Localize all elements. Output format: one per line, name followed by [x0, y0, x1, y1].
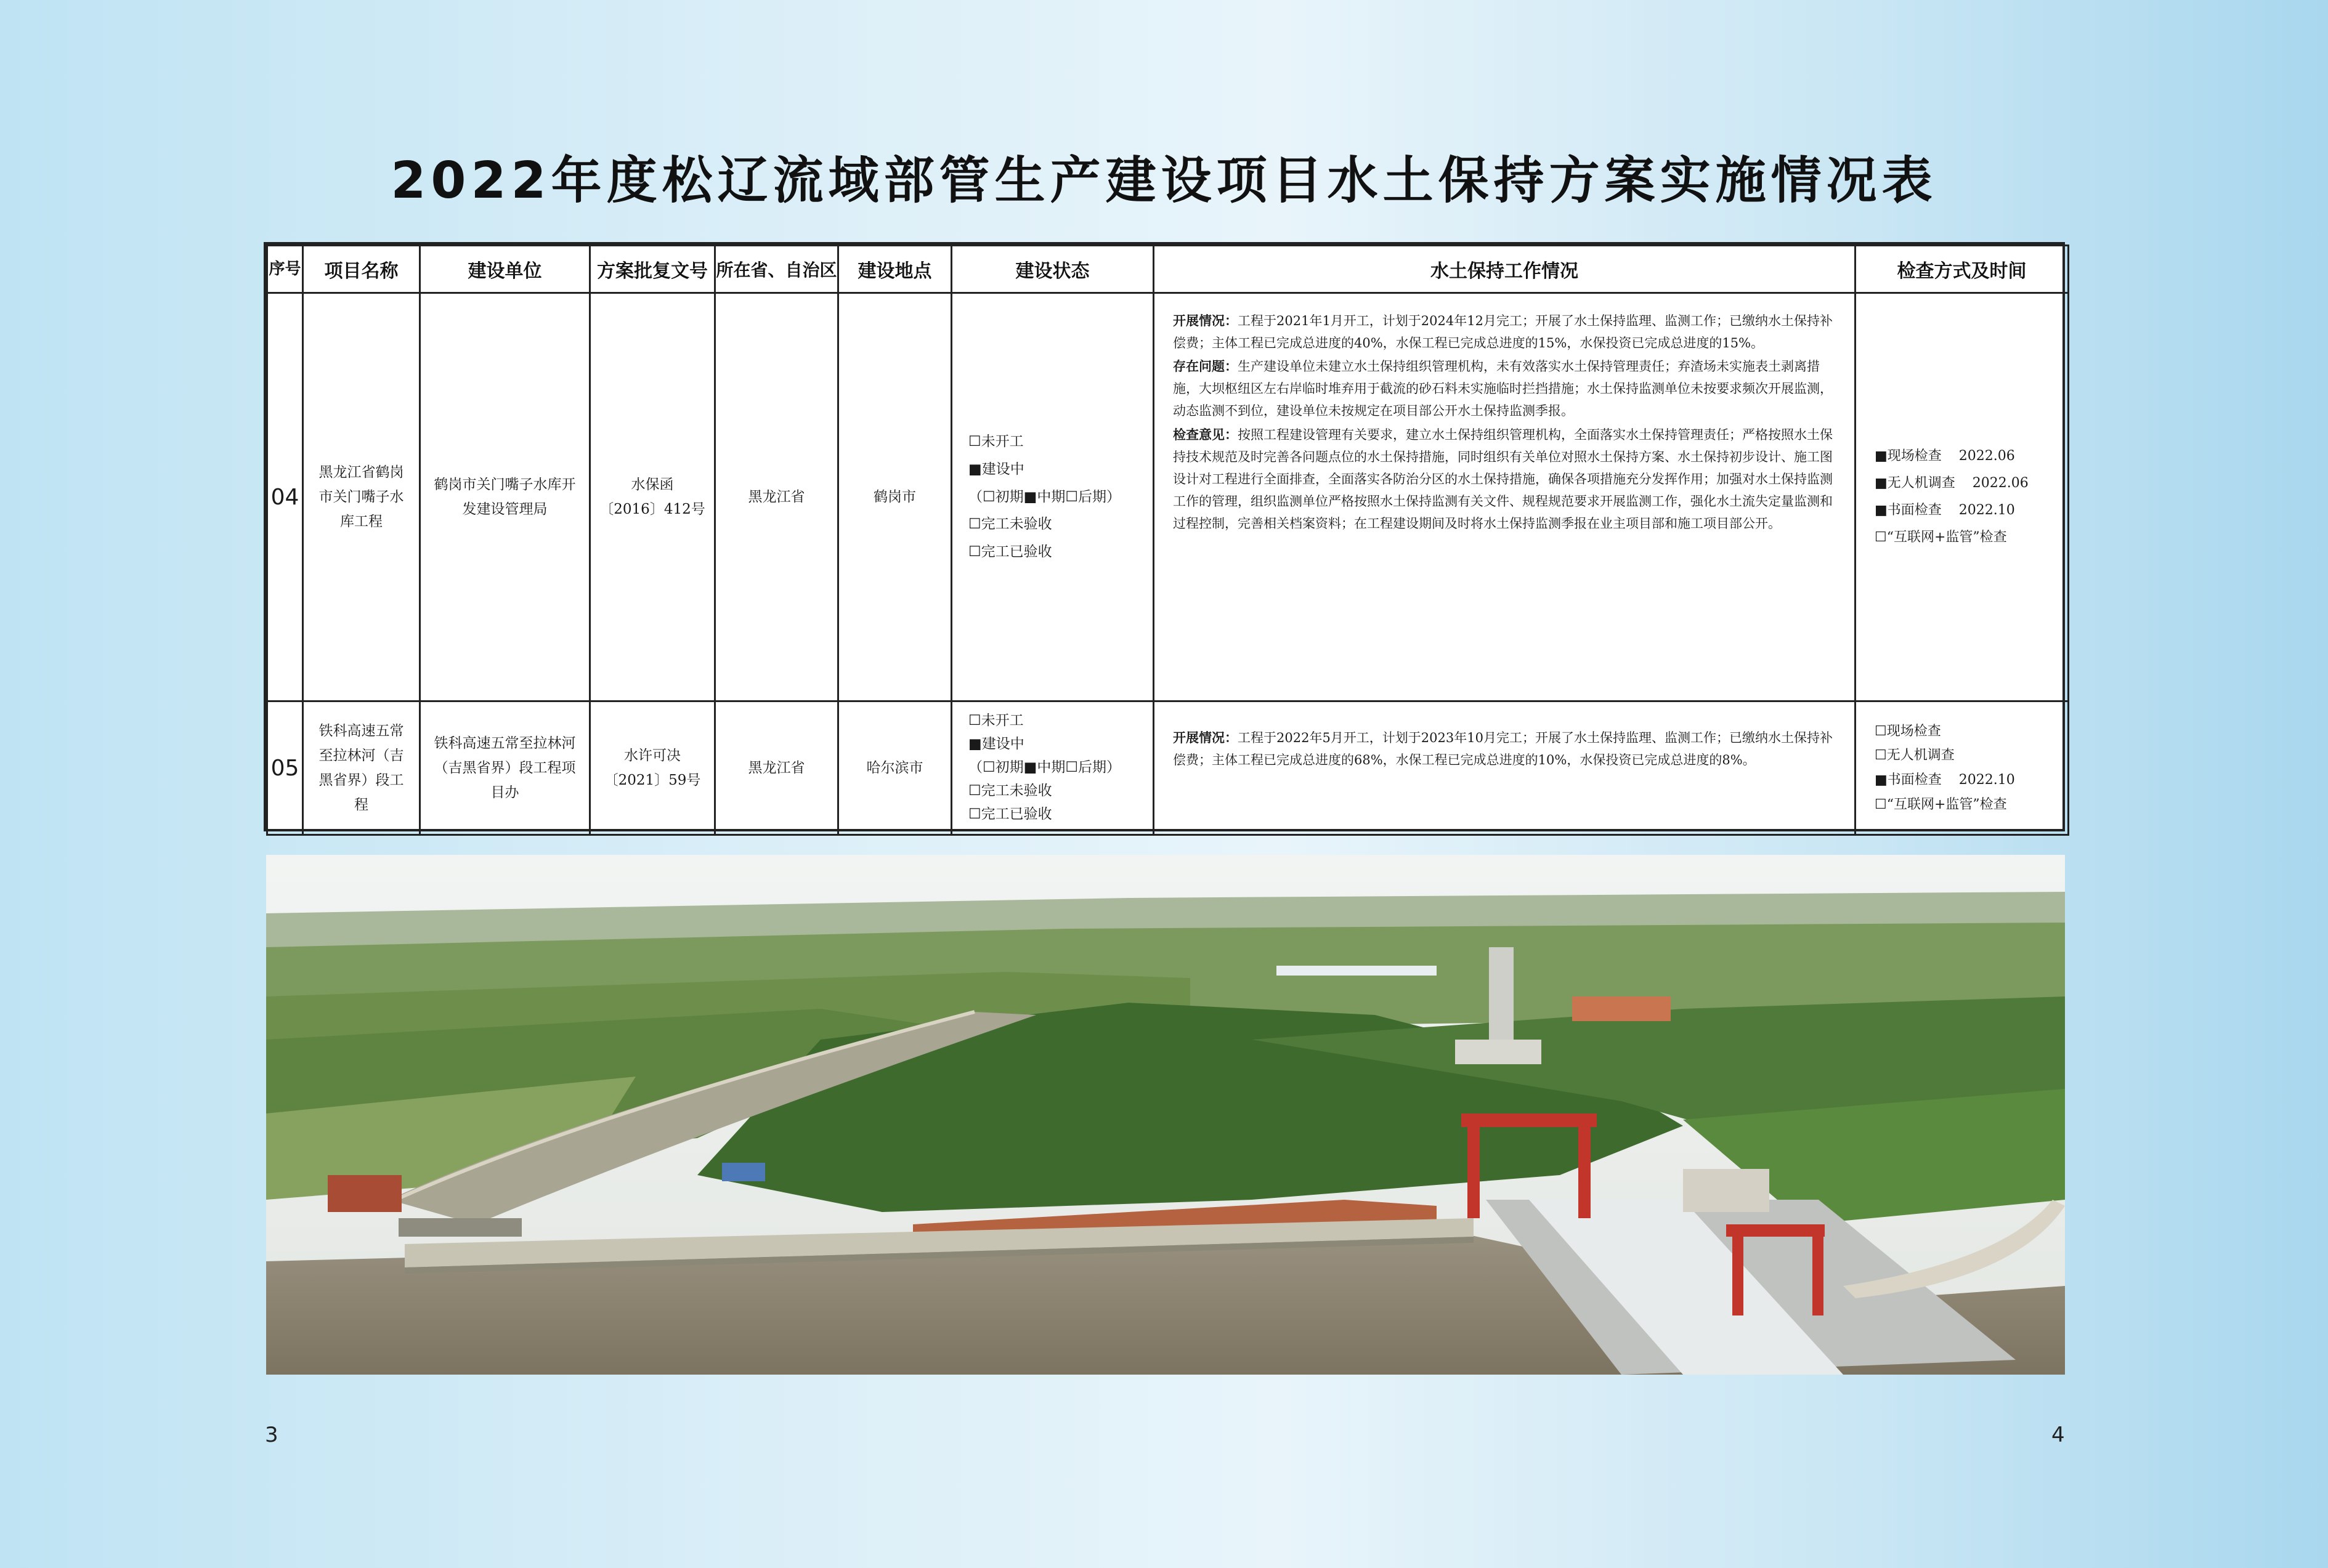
work-text: 生产建设单位未建立水土保持组织管理机构，未有效落实水土保持管理责任；弃渣场未实施表土剥离措施，大坝枢纽区左右岸临时堆弃用于截流的砂石料未实施临时拦挡措施；水土保持监测单位未按要求频次开展监测，动态监测不到位，建设单位未按规定在项目部公开水土保持监测季报。	[1173, 359, 1833, 419]
approval-prefix: 水许可决	[624, 747, 681, 764]
header-check: 检查方式及时间	[1856, 246, 2069, 293]
check-item: ☐“互联网+监管”检查	[1875, 796, 2007, 812]
header-unit: 建设单位	[420, 246, 590, 293]
status-option: ☐未开工	[968, 713, 1024, 729]
province: 黑龙江省	[715, 293, 838, 701]
page-number-left: 3	[265, 1423, 278, 1447]
check-item: ☐“互联网+监管”检查	[1875, 530, 2007, 545]
header-work: 水土保持工作情况	[1154, 246, 1856, 293]
check-item: ■书面检查 2022.10	[1875, 772, 2015, 788]
status-option: ■建设中	[968, 461, 1024, 477]
construction-unit: 铁科高速五常至拉林河（吉黑省界）段工程项目办	[420, 701, 590, 835]
table-row	[267, 293, 2069, 701]
table-row	[267, 701, 2069, 835]
header-status: 建设状态	[952, 246, 1154, 293]
status-option: ☐完工未验收	[968, 782, 1052, 799]
work-label: 开展情况：	[1173, 730, 1238, 745]
status-option: ☐完工未验收	[968, 516, 1052, 533]
location: 鹤岗市	[838, 293, 952, 701]
check-item: ☐现场检查	[1875, 723, 1941, 739]
approval-prefix: 水保函	[631, 476, 674, 493]
work-text: 工程于2021年1月开工，计划于2024年12月完工；开展了水土保持监理、监测工作；已缴纳水土保持补偿费；主体工程已完成总进度的40%，水保工程已完成总进度的15%，水保投资已完成总进度的15%。	[1173, 313, 1833, 351]
work-label: 开展情况：	[1173, 313, 1238, 328]
work-summary	[1154, 293, 1856, 701]
header-name: 项目名称	[303, 246, 420, 293]
page-number-right: 4	[2051, 1423, 2065, 1447]
work-label: 检查意见：	[1173, 426, 1238, 442]
status-option: （☐初期■中期☐后期）	[968, 759, 1121, 776]
approval-number	[590, 293, 715, 701]
row-index: 04	[267, 293, 303, 701]
work-summary	[1154, 701, 1856, 835]
approval-number	[590, 701, 715, 835]
work-label: 存在问题：	[1173, 358, 1238, 374]
status-option: ■建设中	[968, 736, 1024, 753]
page-title: 2022年度松辽流域部管生产建设项目水土保持方案实施情况表	[391, 152, 1937, 210]
reservoir-aerial-photo	[266, 855, 2065, 1375]
project-name: 黑龙江省鹤岗市关门嘴子水库工程	[303, 293, 420, 701]
table-header-row	[267, 246, 2069, 293]
status-option: ☐完工已验收	[968, 806, 1052, 822]
header-index: 序号	[267, 246, 303, 293]
row-index: 05	[267, 701, 303, 835]
construction-unit: 鹤岗市关门嘴子水库开发建设管理局	[420, 293, 590, 701]
check-item: ☐无人机调查	[1875, 748, 1955, 764]
work-text: 工程于2022年5月开工，计划于2023年10月完工；开展了水土保持监理、监测工作；已缴纳水土保持补偿费；主体工程已完成总进度的68%，水保工程已完成总进度的10%，水保投资已完成总进度的8%。	[1173, 730, 1833, 768]
check-item: ■现场检查 2022.06	[1875, 448, 2015, 464]
header-location: 建设地点	[838, 246, 952, 293]
check-item: ■无人机调查 2022.06	[1875, 475, 2029, 491]
header-approval: 方案批复文号	[590, 246, 715, 293]
approval-code: 〔2021〕59号	[604, 772, 701, 788]
approval-code: 〔2016〕412号	[599, 501, 705, 517]
work-text: 按照工程建设管理有关要求，建立水土保持组织管理机构，全面落实水土保持管理责任；严格按照水土保持技术规范及时完善各问题点位的水土保持措施，同时组织有关单位对照水土保持方案、水土保持初步设计、施工图设计对工程进行全面排查，全面落实各防治分区的水土保持措施，确保各项措施充分发挥作用；加强对水土保持监测工作的管理，组织监测单位严格按照水土保持监测有关文件、规程规范要求开展监测工作，强化水土流失定量监测和过程控制，完善相关档案资料；在工程建设期间及时将水土保持监测季报在业主项目部和施工项目部公开。	[1173, 427, 1833, 531]
status-option: ☐未开工	[968, 433, 1024, 450]
check-item: ■书面检查 2022.10	[1875, 503, 2015, 518]
header-province: 所在省、自治区	[715, 246, 838, 293]
province: 黑龙江省	[715, 701, 838, 835]
location: 哈尔滨市	[838, 701, 952, 835]
implementation-table	[264, 242, 2065, 831]
check-methods	[1856, 293, 2069, 701]
status-option: ☐完工已验收	[968, 544, 1052, 560]
check-methods	[1856, 701, 2069, 835]
construction-status	[952, 293, 1154, 701]
status-option: （☐初期■中期☐后期）	[968, 488, 1121, 505]
project-name: 铁科高速五常至拉林河（吉黑省界）段工程	[303, 701, 420, 835]
construction-status	[952, 701, 1154, 835]
